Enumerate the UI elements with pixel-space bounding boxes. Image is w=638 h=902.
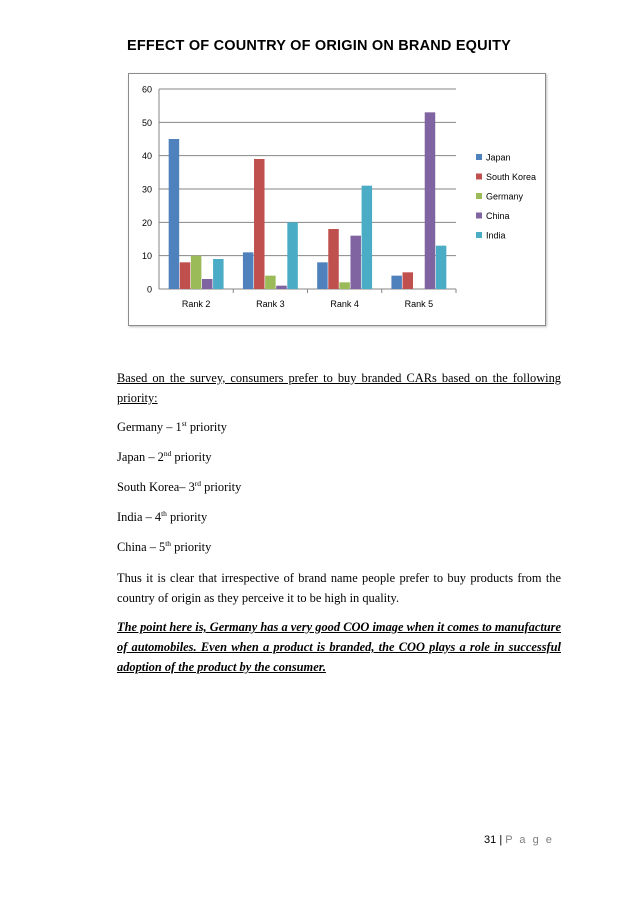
- bar-chart: [128, 73, 546, 326]
- priority-num: 5: [159, 540, 166, 554]
- bar: [425, 112, 436, 289]
- y-tick-label: 10: [141, 251, 152, 262]
- priority-label: priority: [171, 450, 212, 464]
- footer-separator: |: [499, 834, 503, 846]
- priority-item-india: [117, 509, 207, 525]
- bar: [287, 222, 298, 289]
- priority-sup: th: [165, 538, 172, 548]
- legend-label: India: [486, 230, 506, 241]
- bar: [243, 252, 254, 289]
- priority-sep: –: [145, 450, 158, 464]
- x-tick-label: Rank 3: [256, 299, 285, 309]
- page-label: P a g e: [505, 834, 554, 846]
- priority-sup: th: [161, 508, 167, 518]
- priority-sep: –: [179, 480, 189, 494]
- x-tick-label: Rank 2: [181, 299, 211, 309]
- y-tick-label: 20: [141, 217, 152, 228]
- intro-paragraph: Based on the survey, consumers prefer to buy branded CARs based on the following priority:: [117, 371, 561, 405]
- key-point-paragraph: The point here is, Germany has a very good COO image when it comes to manufacture of automobiles. Even when a product is branded, the COO plays a role in successful adoption of the product by the consumer.: [117, 620, 561, 674]
- bar: [276, 286, 287, 289]
- priority-sep: –: [163, 420, 176, 434]
- bar: [391, 276, 402, 289]
- priority-country: Germany: [117, 420, 164, 434]
- legend-swatch: [476, 174, 482, 180]
- legend-label: South Korea: [486, 172, 537, 182]
- y-tick-label: 0: [146, 284, 152, 295]
- legend-label: China: [486, 211, 510, 221]
- bar: [213, 259, 224, 289]
- priority-num: 4: [154, 510, 162, 524]
- priority-item-japan: [117, 449, 212, 465]
- bar: [436, 246, 447, 289]
- legend-swatch: [476, 193, 482, 199]
- priority-item-germany: [117, 419, 227, 435]
- priority-num: 2: [157, 450, 164, 464]
- priority-sup: rd: [194, 478, 202, 488]
- bar: [362, 186, 373, 289]
- bar: [191, 256, 202, 289]
- conclusion-paragraph: Thus it is clear that irrespective of brand name people prefer to buy products from the country of origin as they perceive it to be high in quality.: [117, 571, 561, 605]
- priority-sup: nd: [163, 448, 172, 458]
- priority-label: priority: [186, 420, 227, 434]
- priority-label: priority: [166, 510, 208, 524]
- legend-label: Germany: [486, 191, 524, 202]
- x-tick-label: Rank 4: [330, 299, 359, 309]
- bar: [403, 272, 414, 289]
- bar: [317, 262, 328, 289]
- priority-num: 3: [188, 480, 195, 494]
- priority-country: India: [117, 510, 143, 524]
- bar: [169, 139, 180, 289]
- bar: [265, 276, 276, 289]
- legend-swatch: [476, 213, 482, 219]
- legend-label: Japan: [486, 152, 511, 163]
- priority-country: South Korea: [117, 480, 180, 494]
- bar: [202, 279, 213, 289]
- legend-swatch: [476, 232, 482, 238]
- bar: [339, 282, 350, 289]
- bar: [328, 229, 339, 289]
- priority-item-china: [117, 539, 211, 555]
- y-tick-label: 60: [141, 84, 152, 95]
- priority-label: priority: [171, 540, 212, 554]
- bar-chart-svg: [129, 74, 545, 325]
- x-tick-label: Rank 5: [404, 299, 434, 309]
- y-tick-label: 40: [141, 151, 152, 162]
- page-number: 31: [484, 834, 497, 846]
- priority-sep: –: [146, 540, 159, 554]
- bar: [180, 262, 191, 289]
- page-footer: [484, 834, 554, 846]
- priority-item-south-korea: [117, 479, 241, 495]
- bar: [350, 236, 361, 289]
- priority-sep: –: [142, 510, 155, 524]
- priority-country: China: [117, 540, 147, 554]
- priority-label: priority: [201, 480, 242, 494]
- page-title: EFFECT OF COUNTRY OF ORIGIN ON BRAND EQUITY: [127, 38, 511, 54]
- bar: [254, 159, 265, 289]
- priority-sup: st: [181, 418, 187, 428]
- y-tick-label: 30: [141, 184, 152, 195]
- priority-num: 1: [175, 420, 182, 434]
- y-tick-label: 50: [141, 117, 152, 128]
- legend-swatch: [476, 154, 482, 160]
- priority-country: Japan: [117, 450, 146, 464]
